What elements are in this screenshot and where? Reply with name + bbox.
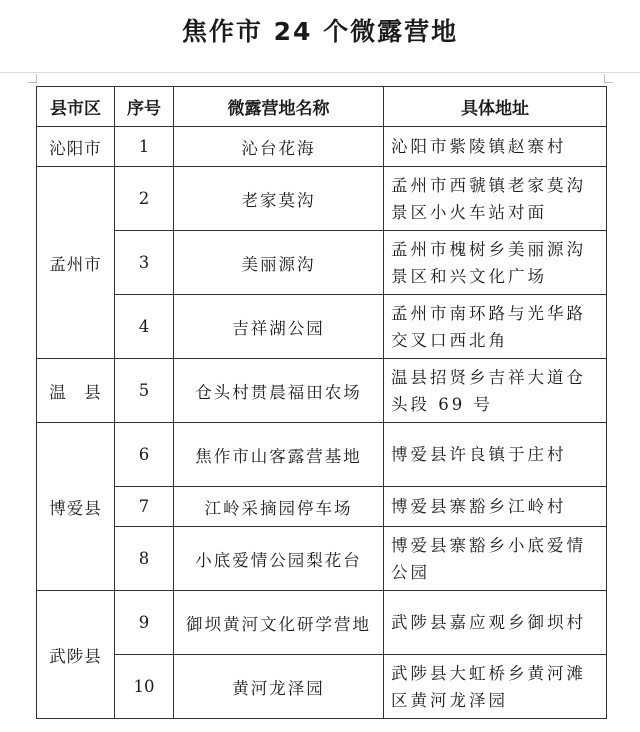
county-cell: 武陟县: [37, 591, 115, 719]
camp-name-cell: 美丽源沟: [174, 231, 384, 295]
number-cell: 1: [115, 127, 174, 167]
number-cell: 5: [115, 359, 174, 423]
page-top-rule: [0, 72, 640, 73]
table-row: [37, 359, 607, 423]
camp-name-cell: 仓头村贯晨福田农场: [174, 359, 384, 423]
number-cell: 9: [115, 591, 174, 655]
address-cell: 孟州市槐树乡美丽源沟景区和兴文化广场: [384, 231, 607, 295]
header-address: 具体地址: [384, 87, 607, 127]
page-title: 焦作市 24 个微露营地: [181, 17, 459, 46]
camp-name-cell: 御坝黄河文化研学营地: [174, 591, 384, 655]
address-cell: 博爱县许良镇于庄村: [384, 423, 607, 487]
address-cell: 武陟县嘉应观乡御坝村: [384, 591, 607, 655]
county-cell: 沁阳市: [37, 127, 115, 167]
header-county: 县市区: [37, 87, 115, 127]
number-cell: 8: [115, 527, 174, 591]
address-cell: 温县招贤乡吉祥大道仓头段 69 号: [384, 359, 607, 423]
header-number: 序号: [115, 87, 174, 127]
county-cell: 温 县: [37, 359, 115, 423]
table-row: [37, 295, 607, 359]
table-row: [37, 655, 607, 719]
table-header-row: [37, 87, 607, 127]
address-cell: 孟州市南环路与光华路交叉口西北角: [384, 295, 607, 359]
margin-corner-mark-left: [28, 74, 37, 83]
address-cell: 博爱县寨豁乡江岭村: [384, 487, 607, 527]
table-row: [37, 487, 607, 527]
header-camp-name: 微露营地名称: [174, 87, 384, 127]
number-cell: 4: [115, 295, 174, 359]
address-cell: 孟州市西虢镇老家莫沟景区小火车站对面: [384, 167, 607, 231]
county-cell: 孟州市: [37, 167, 115, 359]
address-cell: 博爱县寨豁乡小底爱情公园: [384, 527, 607, 591]
table-row: [37, 231, 607, 295]
number-cell: 3: [115, 231, 174, 295]
number-cell: 2: [115, 167, 174, 231]
table-row: [37, 167, 607, 231]
address-cell: 武陟县大虹桥乡黄河滩区黄河龙泽园: [384, 655, 607, 719]
number-cell: 6: [115, 423, 174, 487]
camp-name-cell: 江岭采摘园停车场: [174, 487, 384, 527]
camp-name-cell: 焦作市山客露营基地: [174, 423, 384, 487]
campsite-table: [36, 86, 607, 719]
address-cell: 沁阳市紫陵镇赵寨村: [384, 127, 607, 167]
camp-name-cell: 吉祥湖公园: [174, 295, 384, 359]
camp-name-cell: 老家莫沟: [174, 167, 384, 231]
table-row: [37, 127, 607, 167]
table-row: [37, 591, 607, 655]
number-cell: 7: [115, 487, 174, 527]
number-cell: 10: [115, 655, 174, 719]
county-cell: 博爱县: [37, 423, 115, 591]
margin-corner-mark-right: [604, 74, 613, 83]
camp-name-cell: 黄河龙泽园: [174, 655, 384, 719]
camp-name-cell: 小底爱情公园梨花台: [174, 527, 384, 591]
table-row: [37, 423, 607, 487]
camp-name-cell: 沁台花海: [174, 127, 384, 167]
table-row: [37, 527, 607, 591]
